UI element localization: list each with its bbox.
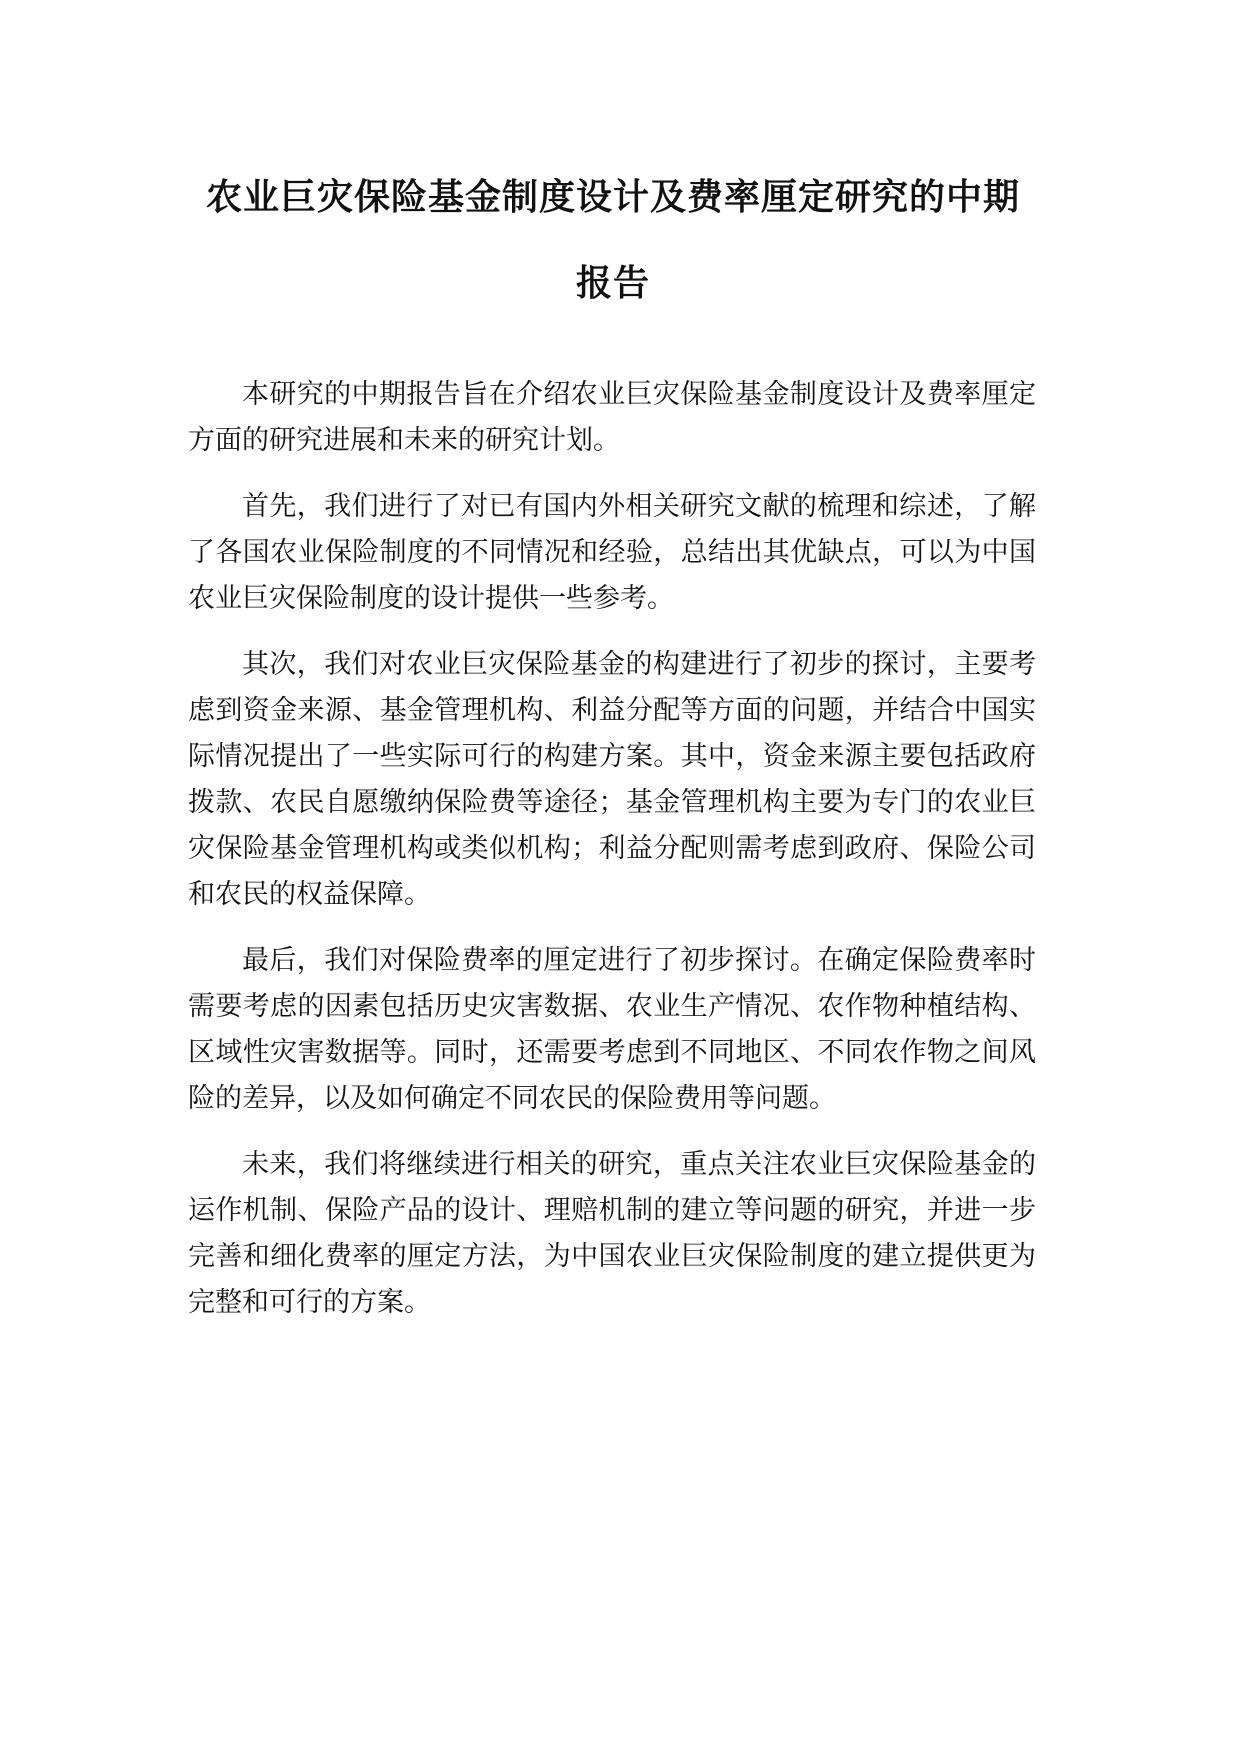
paragraph-fund-construction: 其次，我们对农业巨灾保险基金的构建进行了初步的探讨，主要考虑到资金来源、基金管理机构、利益分配等方面的问题，并结合中国实际情况提出了一些实际可行的构建方案。其中，资金来源主要包括政府拨款、农民自愿缴纳保险费等途径；基金管理机构主要为专门的农业巨灾保险基金管理机构或类似机构；利益分配则需考虑到政府、保险公司和农民的权益保障。	[188, 649, 1036, 910]
paragraph-literature-review: 首先，我们进行了对已有国内外相关研究文献的梳理和综述，了解了各国农业保险制度的不同情况和经验，总结出其优缺点，可以为中国农业巨灾保险制度的设计提供一些参考。	[188, 491, 1036, 614]
paragraph-rate-determination: 最后，我们对保险费率的厘定进行了初步探讨。在确定保险费率时需要考虑的因素包括历史灾害数据、农业生产情况、农作物种植结构、区域性灾害数据等。同时，还需要考虑到不同地区、不同农作物之间风险的差异，以及如何确定不同农民的保险费用等问题。	[188, 945, 1036, 1114]
paragraph-future-plan: 未来，我们将继续进行相关的研究，重点关注农业巨灾保险基金的运作机制、保险产品的设计、理赔机制的建立等问题的研究，并进一步完善和细化费率的厘定方法，为中国农业巨灾保险制度的建立提供更为完整和可行的方案。	[188, 1149, 1036, 1318]
paragraph-intro: 本研究的中期报告旨在介绍农业巨灾保险基金制度设计及费率厘定方面的研究进展和未来的研究计划。	[188, 379, 1036, 456]
document-title: 农业巨灾保险基金制度设计及费率厘定研究的中期报告	[205, 177, 1020, 304]
document-body	[188, 372, 1036, 1346]
